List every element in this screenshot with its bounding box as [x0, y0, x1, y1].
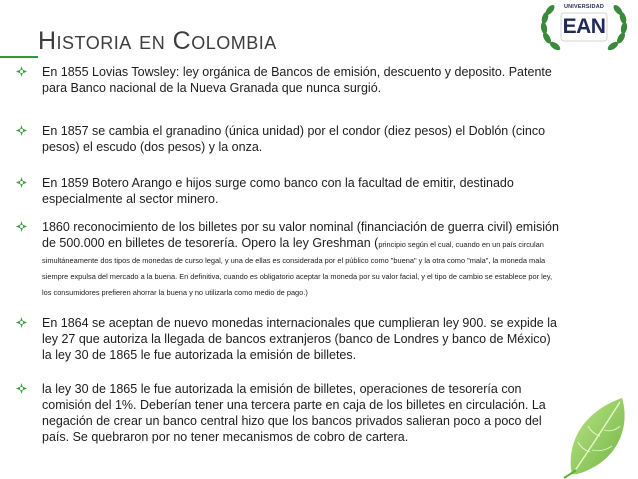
bullet-text: En 1859 Botero Arango e hijos surge como banco con la facultad de emitir, destinado especialmente al sector minero. — [42, 176, 514, 206]
logo-brand: EAN — [562, 15, 606, 38]
bullet-main-text: 1860 reconocimiento de los billetes por su valor nominal (financiación de guerra civil) emisión de 500.000 en billetes de tesorería. Opero la ley Greshman ( — [42, 220, 559, 250]
bullet-text: En 1857 se cambia el granadino (única unidad) por el condor (diez pesos) el Doblón (cinco pesos) el escudo (dos pesos) y la onza. — [42, 124, 546, 154]
slide-title: Historia en Colombia — [38, 27, 277, 55]
bullet-icon — [16, 125, 27, 136]
bullet-icon — [16, 66, 27, 77]
university-logo — [533, 0, 635, 62]
bullet-text: En 1864 se aceptan de nuevo monedas internacionales que cumplieran ley 900. se expide la ley 27 que autoriza la llegada de bancos extranjeros (banco de Londres y banco de México) la ley 30 de 1865 le fue autorizada la emisión de billetes. — [42, 316, 557, 362]
bullet-icon — [16, 383, 27, 394]
bullet-icon — [16, 221, 27, 232]
leaf-icon — [560, 390, 638, 479]
bullet-text — [42, 219, 561, 299]
logo-top-text: UNIVERSIDAD — [563, 4, 605, 10]
title-accent-bar — [0, 56, 38, 58]
bullet-text: la ley 30 de 1865 le fue autorizada la emisión de billetes, operaciones de tesorería con comisión del 1%. Deberían tener una tercera parte en caja de los billetes en circulación. La negación de crear un banco central hizo que los bancos privados salieran poco a poco del país. Se quebraron por no tener mecanismos de cobro de cartera. — [42, 382, 546, 444]
bullet-icon — [16, 317, 27, 328]
gresham-note: principio según el cual, cuando en un país circulan simultáneamente dos tipos de monedas de curso legal, y una de ellas es considerada por el público como "buena" y la otra como "mala", la moneda mala siempre expulsa del mercado a la buena. En definitiva, cuando es obligatorio aceptar la moneda por su valor facial, y el tipo de cambio se establece por ley, los consumidores prefieren ahorrar la buena y no utilizarla como medio de pago.) — [42, 240, 553, 297]
bullet-icon — [16, 177, 27, 188]
bullet-text: En 1855 Lovias Towsley: ley orgánica de Bancos de emisión, descuento y deposito. Patente para Banco nacional de la Nueva Granada que nunca surgió. — [42, 65, 552, 95]
